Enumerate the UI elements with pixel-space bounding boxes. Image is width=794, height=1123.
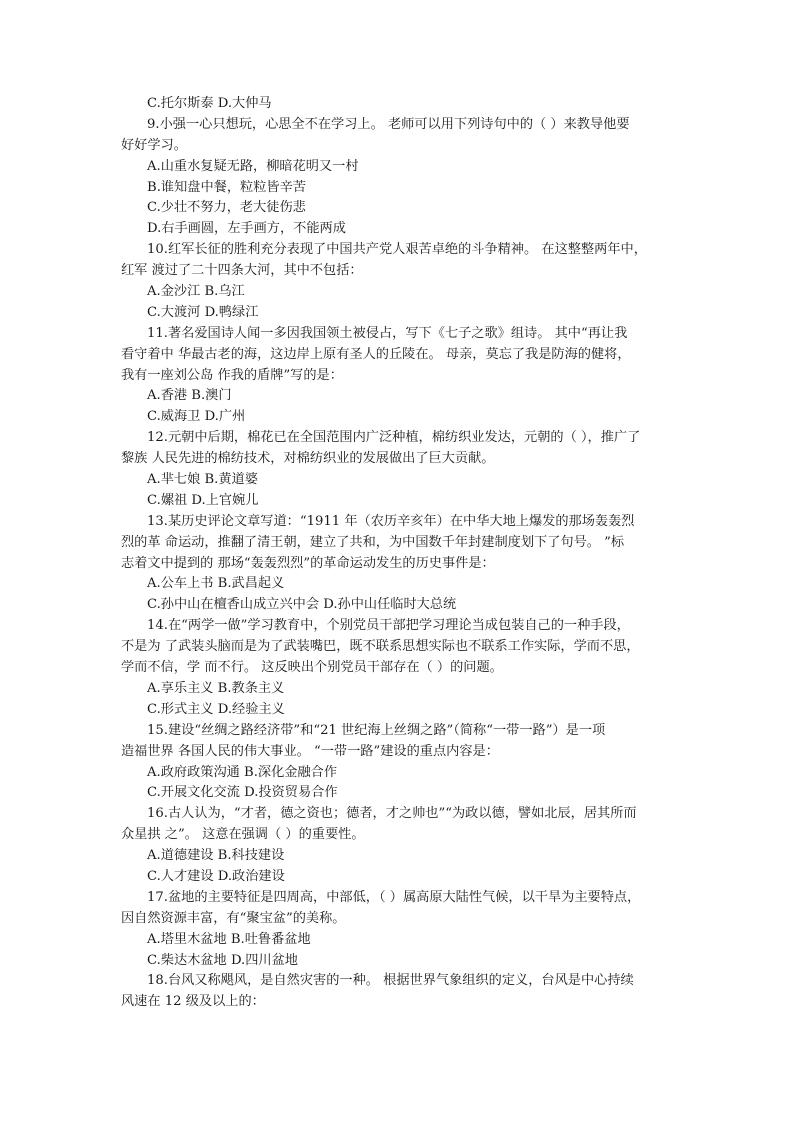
text-line: 10.红军长征的胜利充分表现了中国共产党人艰苦卓绝的斗争精神。 在这整整两年中，	[147, 242, 647, 258]
text-line: A.塔里木盆地 B.吐鲁番盆地	[147, 931, 311, 947]
text-line: D.右手画圆，左手画方，不能两成	[147, 221, 346, 237]
text-line: 众星拱 之”。 这意在强调（ ）的重要性。	[121, 827, 365, 843]
text-line: 14.在“两学一做”学习教育中，个别党员干部把学习理论当成包装自己的一种手段，	[147, 618, 630, 634]
text-line: C.柴达木盆地 D.四川盆地	[147, 952, 298, 968]
text-line: A.道德建设 B.科技建设	[147, 848, 285, 864]
text-line: C.托尔斯泰 D.大仲马	[147, 96, 272, 111]
text-line: C.少壮不努力，老大徒伤悲	[147, 200, 306, 216]
text-line: A.享乐主义 B.教条主义	[147, 680, 285, 696]
text-line: A.芈七娘 B.黄道婆	[147, 472, 258, 488]
text-line: 16.古人认为，“才者，德之资也；德者，才之帅也”“为政以德，譬如北辰，居其所而	[147, 806, 637, 822]
text-line: C.大渡河 D.鸭绿江	[147, 304, 259, 320]
text-line: C.嫘祖 D.上官婉儿	[147, 492, 259, 508]
text-line: 风速在 12 级及以上的：	[121, 994, 265, 1010]
text-line: A.公车上书 B.武昌起义	[147, 576, 285, 592]
document-body	[121, 94, 681, 1013]
text-line: 志着文中提到的 那场“轰轰烈烈”的革命运动发生的历史事件是：	[121, 555, 495, 571]
text-line: B.谁知盘中餐，粒粒皆辛苦	[147, 179, 306, 195]
text-line: 学而不信，学 而不行。 这反映出个别党员干部存在（ ）的问题。	[121, 660, 503, 676]
text-line: 看守着中 华最古老的海，这边岸上原有圣人的丘陵在。 母亲，莫忘了我是防海的健将，	[121, 346, 631, 362]
text-line: 12.元朝中后期，棉花已在全国范围内广泛种植，棉纺织业发达，元朝的（ ），推广了	[147, 430, 641, 446]
text-line: C.人才建设 D.政治建设	[147, 868, 285, 884]
text-line: A.香港 B.澳门	[147, 388, 232, 404]
text-line: A.山重水复疑无路，柳暗花明又一村	[147, 158, 359, 174]
text-line: C.威海卫 D.广州	[147, 409, 246, 425]
text-line: A.政府政策沟通 B.深化金融合作	[147, 764, 338, 780]
text-line: 13.某历史评论文章写道：“1911 年（农历辛亥年）在中华大地上爆发的那场轰轰烈	[147, 513, 635, 529]
text-line: 15.建设“丝绸之路经济带”和“21 世纪海上丝绸之路”（简称“一带一路”）是一项	[147, 722, 606, 738]
text-line: 18.台风又称飓风，是自然灾害的一种。 根据世界气象组织的定义，台风是中心持续	[147, 973, 634, 989]
text-line: 烈的革 命运动，推翻了清王朝，建立了共和，为中国数千年封建制度划下了句号。 ”标	[121, 534, 625, 550]
text-line: C.形式主义 D.经验主义	[147, 701, 285, 717]
text-line: 11.著名爱国诗人闻一多因我国领土被侵占，写下《七子之歌》组诗。 其中“再让我	[147, 325, 628, 341]
text-line: 我有一座刘公岛 作我的盾牌”写的是：	[121, 367, 343, 383]
text-line: 红军 渡过了二十四条大河，其中不包括：	[121, 263, 363, 279]
text-line: 9.小强一心只想玩，心思全不在学习上。 老师可以用下列诗句中的（ ）来教导他要	[147, 116, 630, 132]
text-line: C.孙中山在檀香山成立兴中会 D.孙中山任临时大总统	[147, 597, 457, 613]
text-line: 不是为 了武装头脑而是为了武装嘴巴，既不联系思想实际也不联系工作实际，学而不思，	[121, 639, 640, 655]
text-line: A.金沙江 B.乌江	[147, 284, 245, 300]
text-line: 因自然资源丰富，有“聚宝盆”的美称。	[121, 910, 346, 926]
text-line: C.开展文化交流 D.投资贸易合作	[147, 785, 338, 801]
text-line: 造福世界 各国人民的伟大事业。 “一带一路”建设的重点内容是：	[121, 743, 499, 759]
text-line: 黎族 人民先进的棉纺技术，对棉纺织业的发展做出了巨大贡献。	[121, 451, 495, 467]
text-line: 好好学习。	[121, 137, 187, 153]
text-line: 17.盆地的主要特征是四周高，中部低，（ ）属高原大陆性气候，以干旱为主要特点，	[147, 889, 641, 905]
